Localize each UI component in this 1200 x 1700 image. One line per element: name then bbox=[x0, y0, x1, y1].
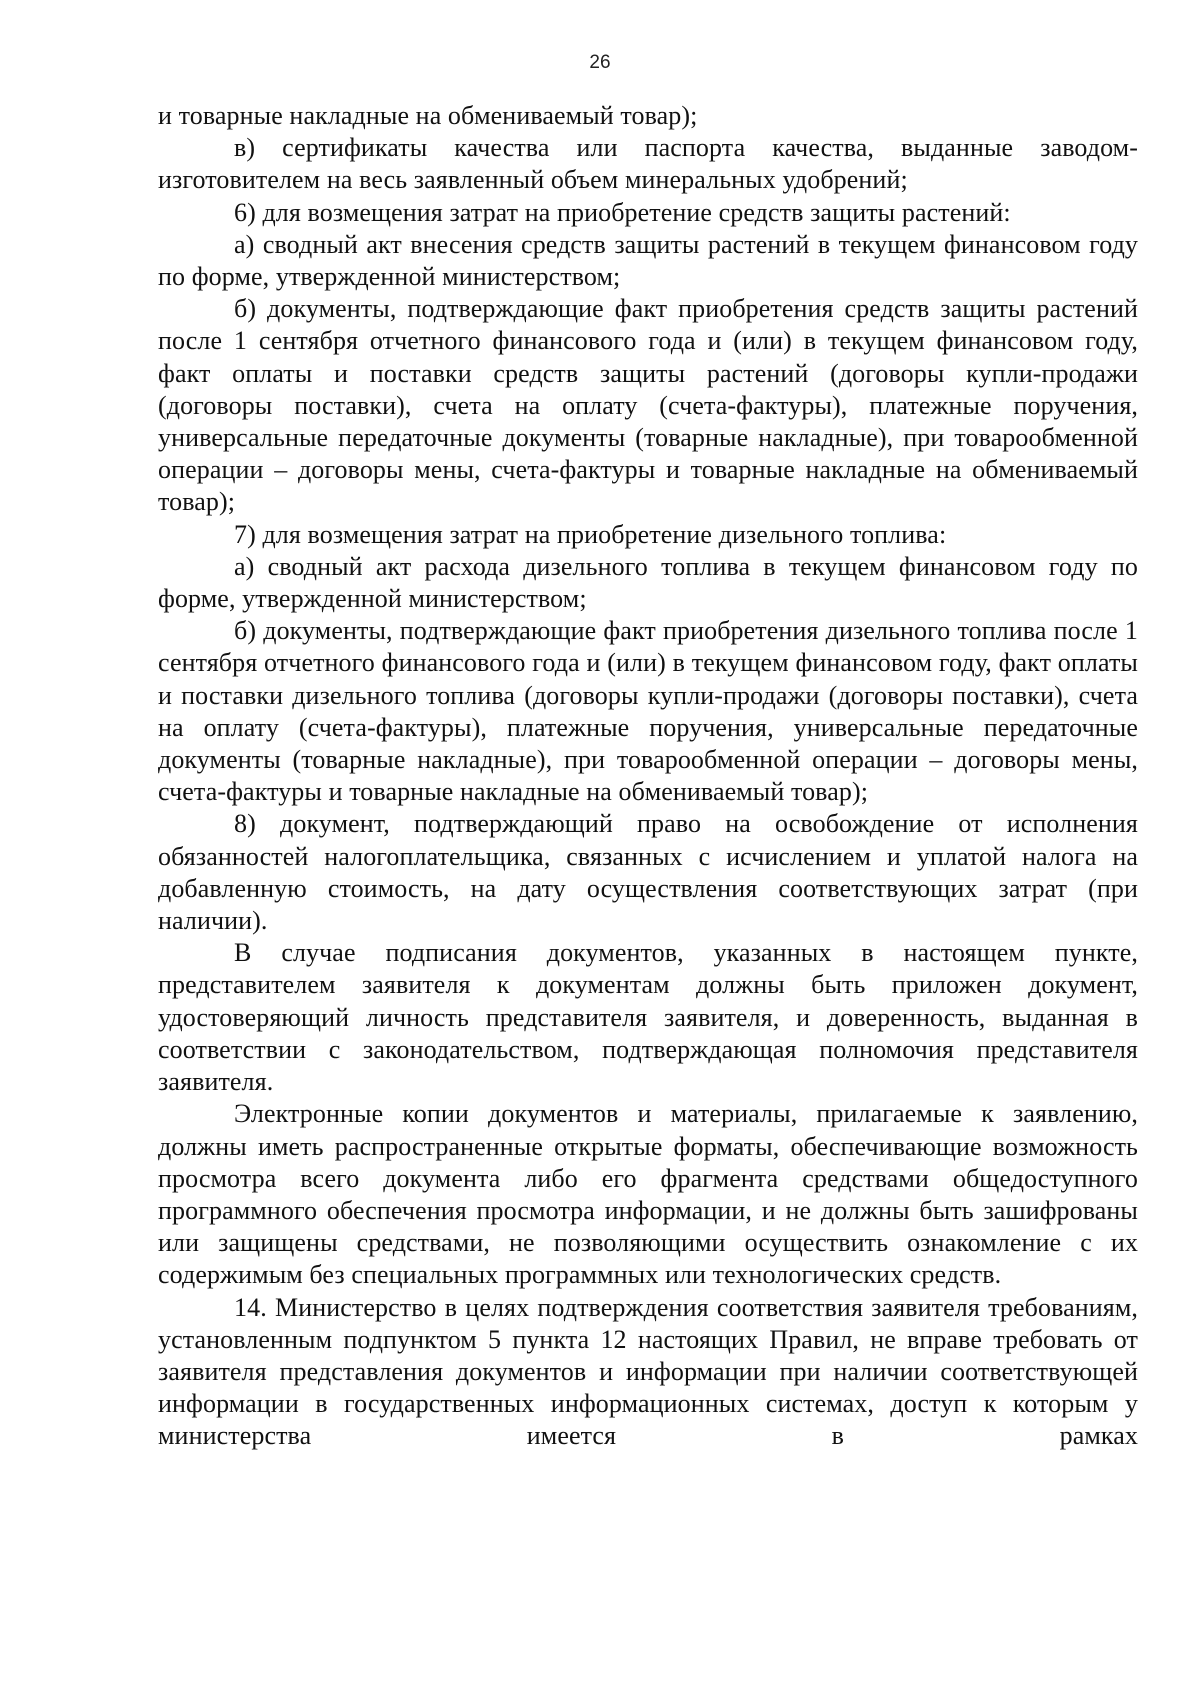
page-number: 26 bbox=[589, 52, 611, 73]
paragraph-item-v-certificates: в) сертификаты качества или паспорта качества, выданные заводом-изготовителем на весь заявленный объем минеральных удобрений; bbox=[158, 133, 1138, 195]
paragraph-electronic-copies: Электронные копии документов и материалы, прилагаемые к заявлению, должны иметь распространенные открытые форматы, обеспечивающие возможность просмотра всего документа либо его фрагмента средствами общедоступного программного обеспечения просмотра информации, и не должны быть зашифрованы или защищены средствами, не позволяющими осуществить ознакомление с их содержимым без специальных программных или технологических средств. bbox=[158, 1099, 1138, 1290]
paragraph-item-6b-documents: б) документы, подтверждающие факт приобретения средств защиты растений после 1 сентября отчетного финансового года и (или) в текущем финансовом году, факт оплаты и поставки средств защиты растений (договоры купли-продажи (договоры поставки), счета на оплату (счета-фактуры), платежные поручения, универсальные передаточные документы (товарные накладные), при товарообменной операции – договоры мены, счета-фактуры и товарные накладные на обмениваемый товар); bbox=[158, 294, 1138, 517]
paragraph-representative-signing: В случае подписания документов, указанных в настоящем пункте, представителем заявителя к документам должны быть приложен документ, удостоверяющий личность представителя заявителя, и доверенность, выданная в соответствии с законодательством, подтверждающая полномочия представителя заявителя. bbox=[158, 938, 1138, 1097]
paragraph-item-6-plant-protection: 6) для возмещения затрат на приобретение средств защиты растений: bbox=[234, 197, 1011, 227]
paragraph-item-8-vat-exemption: 8) документ, подтверждающий право на освобождение от исполнения обязанностей налогоплательщика, связанных с исчислением и уплатой налога на добавленную стоимость, на дату осуществления соответствующих затрат (при наличии). bbox=[158, 809, 1138, 936]
paragraph-continuation: и товарные накладные на обмениваемый товар); bbox=[158, 101, 698, 130]
paragraph-item-7a-summary-act: а) сводный акт расхода дизельного топлива в текущем финансовом году по форме, утвержденной министерством; bbox=[158, 551, 1138, 614]
paragraph-clause-14: 14. Министерство в целях подтверждения соответствия заявителя требованиям, установленным подпунктом 5 пункта 12 настоящих Правил, не вправе требовать от заявителя представления документов и информации при наличии соответствующей информации в государственных информационных системах, доступ к которым у министерства имеется в рамках bbox=[158, 1292, 1138, 1451]
paragraph-item-7b-documents: б) документы, подтверждающие факт приобретения дизельного топлива после 1 сентября отчетного финансового года и (или) в текущем финансовом году, факт оплаты и поставки дизельного топлива (договоры купли-продажи (договоры поставки), счета на оплату (счета-фактуры), платежные поручения, универсальные передаточные документы (товарные накладные), при товарообменной операции – договоры мены, счета-фактуры и товарные накладные на обмениваемый товар); bbox=[158, 616, 1138, 807]
document-body bbox=[158, 100, 1138, 1453]
paragraph-item-7-diesel-fuel: 7) для возмещения затрат на приобретение дизельного топлива: bbox=[234, 519, 947, 549]
paragraph-item-6a-summary-act: а) сводный акт внесения средств защиты растений в текущем финансовом году по форме, утвержденной министерством; bbox=[158, 229, 1138, 292]
